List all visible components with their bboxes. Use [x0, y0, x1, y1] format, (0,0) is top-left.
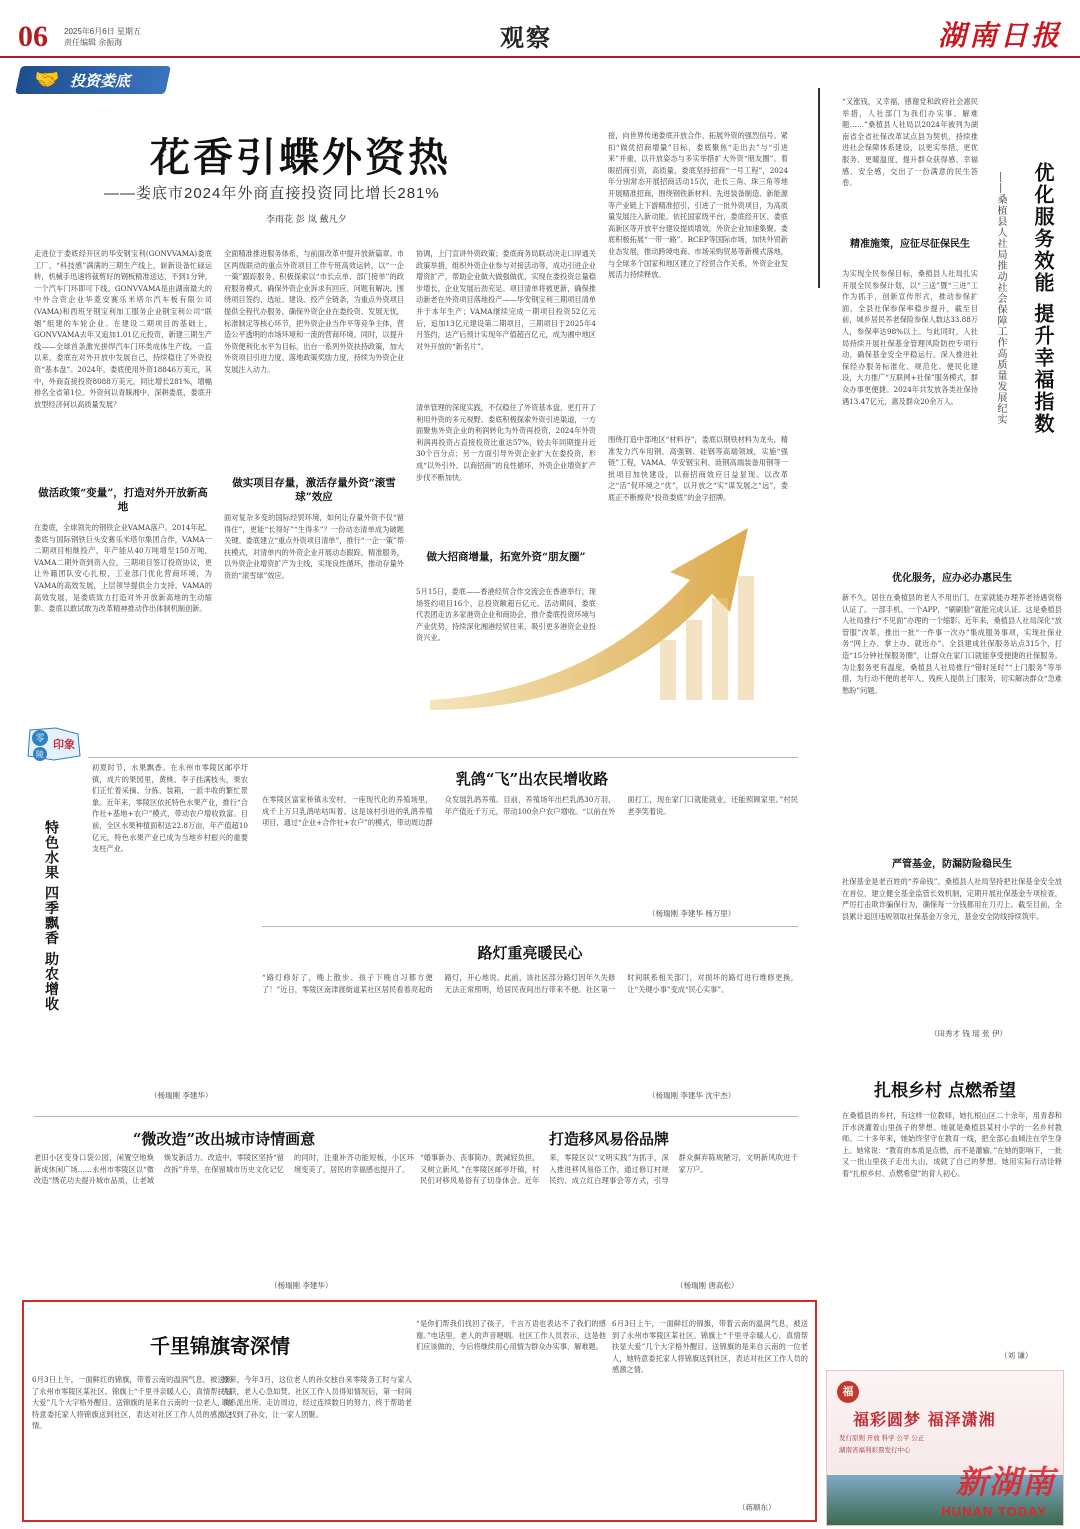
watermark-logo: 新湖南 [955, 1463, 1055, 1501]
section-divider [262, 926, 798, 927]
framed-column-1: 6月3日上午，一面鲜红的锦旗，带着云南的温润气息，被送到了永州市零陵区某社区。锦旗上“千里寻亲暖人心，真情帮扶显大爱”几个大字格外醒目。送锦旗的是来自云南的一位老人，她特意委托家人将锦旗送到社区，表达对社区工作人员的感激之情。 [32, 1375, 232, 1431]
section-title: 观察 [500, 23, 552, 52]
article-subhead-1: 做活政策“变量”，打造对外开放新高地 [38, 487, 208, 513]
ling-char-2: 陵 [36, 750, 44, 759]
article-lamp-body: “路灯修好了，晚上散步、孩子下晚自习都方便了！”近日，零陵区南津渡街道某社区居民看着亮起的路灯，开心地说。此前，该社区部分路灯因年久失修无法正常照明，给居民夜间出行带来不便。社区第一时间联系相关部门，对损坏的路灯进行维修更换，让“关键小事”变成“民心实事”。 [262, 973, 798, 994]
article-microreno-headline: “微改造”改出城市诗情画意 [132, 1130, 316, 1148]
article-column-4b: 围绕打造中部地区“材料谷”，娄底以钢铁材料为龙头，精准发力汽车用钢、高强钢、硅钢等高端领域，实施“强链”工程，VAMA、华安钢宝利、涟钢高端装备用钢等一批项目加快建设，以商招商效应日益显现。以改革之“活”促环境之“优”，以开放之“实”谋发展之“远”，娄底正不断擦亮“投资娄底”的金字招牌。 [608, 435, 788, 502]
article-custom-credit: （杨瑞刚 唐高松） [676, 1281, 739, 1290]
article-column-2b: 面对复杂多变的国际经贸环境，如何让存量外资不仅“留得住”，更能“长得好”“生得多”？一份动态清单成为破题关键。娄底建立“重点外资项目清单”，推行“一企一策”帮扶模式，对清单内的外资企业开展动态跟踪、精准服务，以外资企业增资扩产为主线，实现良性循环，推动存量外资的“滚雪球”效应。 [224, 513, 404, 580]
ling-char-1: 零 [35, 734, 45, 744]
lingling-impression-badge [26, 726, 82, 762]
lottery-logo-icon: 福 [837, 1381, 859, 1403]
article-column-2: 全面精准推进服务体系，与前面改革中提开放新篇章。市区两级联动的重点外资项目工作专班高效运转，以“一企一策”跟踪服务、积极探索以“市长点单、部门接单”的政府服务模式，确保外资企业诉求有回应、问题有解决。围绕项目签约、选址、建设、投产全链条，为重点外资项目提供全程代办服务，确保外资企业在娄投资、发展无忧，标准制定等核心环节，把外资企业当作平等竞争主体，营造公平透明的市场环境和一流的营商环境。同时，以提升外资便利化水平为目标，出台一系列外资扶持政策，加大外资项目引进力度、落地政策奖励力度，持续为外资企业发展注入动力。 [224, 249, 404, 374]
article-column-3c: 5月15日，娄底——香港经贸合作交流会在香港举行，现场签约项目16个，总投资额超百亿元。活动期间，娄底代表团走访多家港资企业和商协会，推介娄底投资环境与产业优势，持续深化湘港经贸往来，吸引更多港资企业投资兴业。 [416, 587, 596, 643]
sidebar-subhead-1: 精准施策，应征尽征保民生 [850, 239, 970, 250]
lingling-credit: （杨瑞刚 李建华） [150, 1091, 213, 1100]
main-byline: 李雨花 彭 岚 戴凡夕 [266, 215, 347, 225]
article-column-4: 接，向世界传递娄底开放合作、拓展外资的强烈信号。紧扣“做优招商增量”目标，娄底聚焦“走出去”与“引进来”并重，以开放姿态与多实举措扩大外资“朋友圈”。着眼招商引资，高质量，娄底坚持招商“一号工程”，2024年分别常态开展招商活动15次，赴长三角、珠三角等地开展精准招商，围绕钢铁新材料、先进装备制造、新能源等产业链上下游精准招引，引进了一批外资项目，为高质量发展注入新动能。依托国家级平台，娄底经开区、娄底高新区等开放平台建设提质增效，外资企业加速集聚。娄底积极拓展“一带一路”、RCEP等国际市场，加快外贸新业态发展，推动跨境电商、市场采购贸易等新模式落地，与全球多个国家和地区建立了经贸合作关系，外资企业发展活力持续释放。 [608, 131, 788, 280]
framed-headline: 千里锦旗寄深情 [150, 1334, 290, 1358]
ling-char-3: 印象 [53, 738, 75, 751]
page-number: 06 [18, 20, 48, 53]
article-ruge-credit: （杨瑞刚 李建华 杨万里） [648, 909, 736, 918]
lingling-column-1: 初夏时节，水果飘香。在永州市零陵区邮亭圩镇，成片的果园里，黄桃、李子挂满枝头，果农们正忙着采摘、分拣、装箱，一派丰收的繁忙景象。近年来，零陵区依托特色水果产业，推行“合作社+基地+农户”模式，带动农户增收致富。目前，全区水果种植面积达22.8万亩，年产值超10亿元，特色水果产业已成为当地乡村振兴的重要支柱产业。 [92, 763, 248, 854]
article-subhead-3: 做大招商增量，拓宽外资“朋友圈” [426, 551, 586, 563]
sidebar-headline-2: 扎根乡村 点燃希望 [874, 1081, 1016, 1101]
article-column-1b: 在娄底，全球领先的钢铁企业VAMA落户。2014年起，娄底与国际钢铁巨头安赛乐米塔尔集团合作，VAMA一二期项目相继投产，年产能从40万吨增至150万吨，VAMA二期外资到资入位，三期项目签订投资协议，更让外籍团队安心扎根，工业部门优化营商环境，为VAMA的高效发展，上层领导提供全力支持。VAMA的高效发展，是娄底致力打造对外开放新高地的生动缩影。娄底以敢试敢为改革精神推动作出体制机制创新。 [34, 523, 212, 614]
ad-line-2: 湖南省福利彩票发行中心 [839, 1447, 911, 1454]
masthead-logo: 湖南日报 [937, 19, 1062, 52]
framed-credit: （蒋顺东） [738, 1503, 776, 1512]
article-column-3: 协调，上门宣讲外资政策；娄底商务局联动决走口岸通关政策举措，组织外资企业参与对接活动等，成功引进企业增资扩产，帮助企业做大做强做优，实现在娄投资总量稳步增长，企业发展后劲充足。项目清单将被更新，确保推动新老在外资项目落地投产——华安钢宝利三期项目清单并于本年生产；VAMA继续完成一期项目投资52亿元后，追加13亿元建设第二期项目，三期项目于2025年4月签约，达产后预计实现年产值超百亿元，成为湘中地区对外开放的“新名片”。 [416, 249, 596, 351]
ad-title: 福彩圆梦 福泽潇湘 [853, 1410, 996, 1429]
lingling-vertical-headline: 特色水果 四季飘香 助农增收 [43, 820, 59, 1012]
column-banner-label: 投资娄底 [70, 72, 131, 90]
article-lamp-headline: 路灯重亮暖民心 [477, 944, 583, 962]
article-subhead-2: 做实项目存量，激活存量外资“滚雪球”效应 [232, 477, 396, 503]
sidebar-body-3: 社保基金是老百姓的“养命钱”。桑植县人社局坚持把社保基金安全放在首位，建立健全基金监管长效机制，定期开展社保基金专项检查，严厉打击欺诈骗保行为，确保每一分钱都用在刀刃上。截至目前，全县累计追回违规领取社保基金万余元，基金安全防线持续筑牢。 [842, 877, 1062, 921]
article-custom-headline: 打造移风易俗品牌 [548, 1130, 669, 1148]
section-divider [34, 1116, 798, 1117]
sidebar-body-2: 新不久，居住在桑植县的老人不用出门，在家就能办理养老待遇资格认证了。一部手机、一个APP，“刷刷脸”就能完成认证。这是桑植县人社局推行“不见面”办理的一个缩影。近年来，桑植县人社局深化“放管服”改革，推出一批“一件事一次办”集成服务事项，实现社保业务“网上办、掌上办、就近办”。全县建成社保服务站点315个，打造“15分钟社保服务圈”，让群众在家门口就能享受便捷的社保服务。为让服务更有温度，桑植县人社局推行“错时延时”“上门服务”等举措，为行动不便的老年人、残疾人提供上门服务，切实解决群众“急难愁盼”问题。 [842, 593, 1062, 695]
welfare-lottery-ad[interactable] [826, 1370, 1064, 1526]
article-ruge-headline: 乳鸽“飞”出农民增收路 [455, 770, 609, 788]
framed-column-2: 原来，今年3月，这位老人的孙女独自来零陵务工时与家人失联，老人心急如焚。社区工作人员得知情况后，第一时间联系派出所、走访周边，经过连续数日的努力，终于帮助老人找到了孙女，让一家人团聚。 [222, 1375, 412, 1419]
publish-date: 2025年6月6日 星期五 [64, 27, 141, 36]
growth-arrow-illustration [430, 520, 790, 710]
ad-line-1: 发行原则 开放 科学 公平 公正 [839, 1435, 925, 1442]
framed-column-3: “是你们帮我们找回了孩子，千言万语也表达不了我们的感谢。”电话里，老人的声音哽咽。社区工作人员表示，这是他们应该做的，今后将继续用心用情为群众办实事、解难题。 [416, 1319, 606, 1352]
article-lamp-credit: （杨瑞刚 李建华 沈宇杰） [648, 1091, 736, 1100]
sidebar-subtitle: ——桑植县人社局推动社会保障工作高质量发展纪实 [995, 172, 1006, 425]
sidebar-rule [818, 88, 820, 288]
main-headline: 花香引蝶外资热 [150, 134, 451, 181]
framed-column-4: 6月3日上午，一面鲜红的锦旗，带着云南的温润气息，被送到了永州市零陵区某社区。锦旗上“千里寻亲暖人心，真情帮扶显大爱”几个大字格外醒目。送锦旗的是来自云南的一位老人，她特意委托家人将锦旗送到社区，表达对社区工作人员的感激之情。 [612, 1319, 808, 1375]
sidebar-headline: 优化服务效能 提升幸福指数 [1031, 162, 1055, 435]
date-line [64, 26, 141, 48]
article-microreno-body: 老旧小区变身口袋公园，闲置空地焕新成休闲广场……永州市零陵区以“微改造”绣花功夫提升城市品质，让老城焕发新活力。改造中，零陵区坚持“留改拆”并举，在保留城市历史文化记忆的同时，注重补齐功能短板，小区环境变美了，居民的幸福感也提升了。 [34, 1153, 414, 1186]
watermark-logo-en: HUNAN TODAY [941, 1504, 1047, 1519]
sidebar-intro: “又涨钱，又幸福，感谢党和政府社会惠民举措，人社部门为我们办实事、解难题……”桑植县人社局以2024年被列为湖南省全省社保改革试点县为契机，持续推进社会保障体系建设，以更实举措、更优服务、更暖温度，提升群众获得感、幸福感、安全感，交出了一份满意的民生答卷。 [842, 97, 978, 188]
article-ruge-body: 在零陵区富家桥镇永安村，一座现代化的养殖场里，成千上万只乳鸽咕咕叫着。这是该村引进的乳鸽养殖项目，通过“企业+合作社+农户”的模式，带动周边群众发展乳鸽养殖。目前，养殖场年出栏乳鸽30万羽，年产值近千万元，带动100余户农户增收。“以前在外面打工，现在家门口就能就业，还能照顾家里。”村民老李笑着说。 [262, 795, 798, 828]
sidebar-body-4: 在桑植县的乡村，有这样一位教师，她扎根山区二十余年，用青春和汗水浇灌着山里孩子的梦想。她就是桑植县某村小学的一名乡村教师。二十多年来，她始终坚守在教育一线，把全部心血倾注在学生身上。她常说：“教育的本质是点燃，而不是灌输。”在她的影响下，一批又一批山里孩子走出大山，成就了自己的梦想。她用实际行动诠释着“扎根乡村、点燃希望”的育人初心。 [842, 1111, 1062, 1178]
sidebar-credit-2: （刘 谦） [1000, 1351, 1033, 1360]
main-subhead: ——娄底市2024年外商直接投资同比增长281% [104, 185, 440, 202]
article-custom-body: “婚事新办、丧事简办，既减轻负担，又树立新风。”在零陵区邮亭圩镇，村民们对移风易俗有了切身体会。近年来，零陵区以“文明实践”为抓手，深入推进移风易俗工作，通过修订村规民约、成立红白理事会等方式，引导群众摒弃陈规陋习，文明新风吹进千家万户。 [420, 1153, 798, 1186]
article-column-1: 走进位于娄底经开区的华安钢宝利(GONVVAMA)娄底工厂，“科技感”满满的三期生产线上，崭新设备忙碌运转，机械手迅速将裁剪好的钢板精准送达，不到1分钟，一个汽车门环即可下线。GONVVAMA是由湖南最大的中外合资企业华菱安赛乐米塔尔汽车板有限公司(VAMA)和西班牙钢宝利加工服务企业钢宝利公司“联姻”组建的车轮企业。在建设二期项目的基础上，GONVVAMA去年又追加1.01亿元投资，新建三期生产线——全球首条激光拼焊汽车门环类成体生产线。一直以来，娄底在对外开放中发展自己，持续稳住了外资投资“基本盘”。2024年，娄底使用外资18846万美元，其中，外商直接投资8088万美元，同比增长281%，增幅排名全省第1位。外资何以青睐湘中、深耕娄底，娄底开放型经济何以高质量发展？ [34, 249, 212, 409]
article-column-3b: 清单管理的深度实践，不仅稳住了外资基本盘，更打开了利用外资的多元视野。娄底积极探索外资引进渠道，一方面聚焦外资企业的利润转化为外资再投资，2024年外资利润再投资占直接投资比重达57%，较去年同期提升近30个百分点；另一方面引导外资企业扩大在娄投资，形成“以外引外、以商招商”的良性循环，外资企业增资扩产步伐不断加快。 [416, 403, 596, 482]
page-header [0, 0, 1080, 58]
handshake-icon: 🤝 [34, 67, 60, 91]
sidebar-subhead-3: 严管基金，防漏防险稳民生 [892, 859, 1012, 870]
sidebar-body-1: 为实现全民参保目标，桑植县人社局扎实开展全民参保计划，以“三送”暨“三进”工作为抓手，创新宣传形式，推动参保扩面，全县社保参保率稳步提升，截至目前，城乡居民养老保险参保人数达33.88万人，参保率达98%以上。与此同时，人社局持续开展社保基金管理风险防控专项行动，确保基金安全平稳运行。深入推进社保经办服务标准化、规范化、便民化建设，大力推广“互联网+社保”服务模式，群众办事更便捷。2024年共发放各类社保待遇13.47亿元，惠及群众20余万人。 [842, 269, 978, 406]
sidebar-credit-1: （田秀才 钱 瑶 张 伊） [930, 1029, 1008, 1038]
editor-credit: 责任编辑 余振海 [64, 38, 123, 47]
sidebar-subhead-2: 优化服务，应办必办惠民生 [892, 573, 1012, 584]
article-microreno-credit: （杨瑞刚 李建华） [270, 1281, 333, 1290]
section-divider [88, 757, 798, 758]
